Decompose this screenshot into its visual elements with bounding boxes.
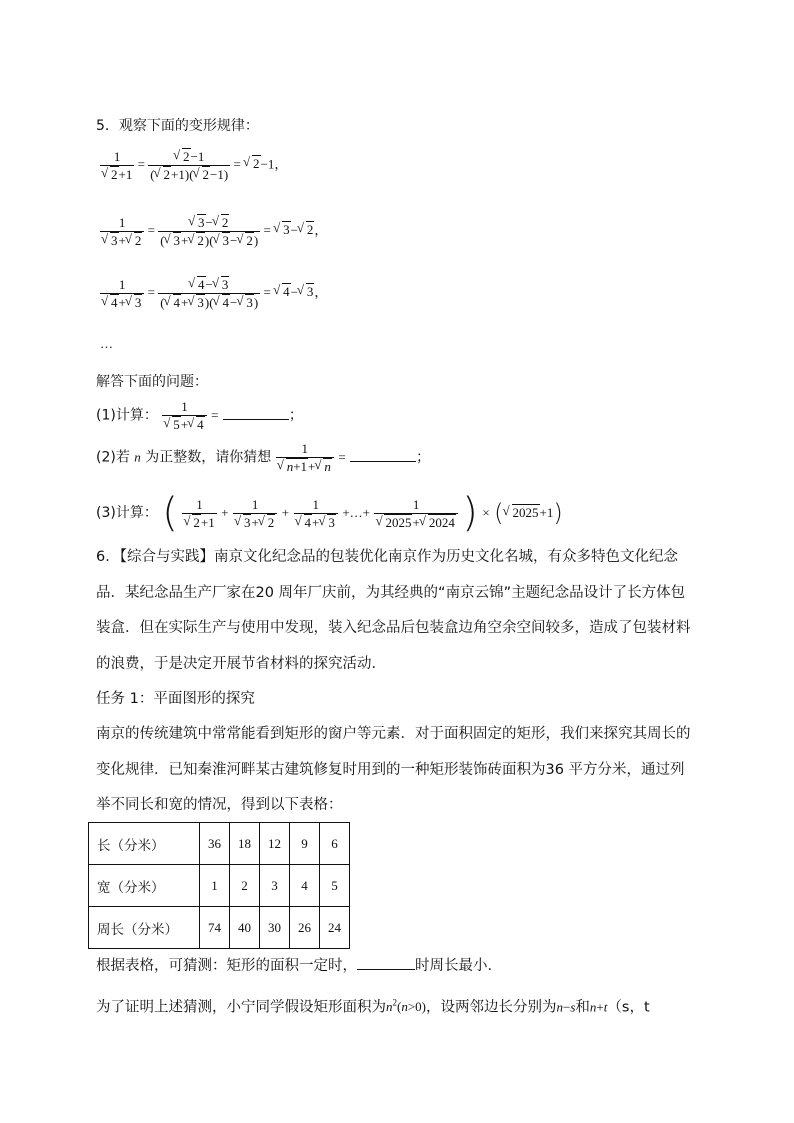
answer-blank (350, 449, 416, 462)
q5-part3: (3)计算： ( 1 √ 2+1 + 1 √ 3+√ 2 + 1 √ 4+√ 3 +…+ 1 √ 2025+√ 2024 ) × (√ 2025+1) (96, 493, 563, 533)
table-cell: 18 (230, 823, 260, 865)
table-cell: 36 (200, 823, 230, 865)
q6-line1: 6．【综合与实践】南京文化纪念品的包装优化南京作为历史文化名城，有众多特色文化纪念 (96, 549, 678, 565)
q5-formula-3: 1 √ 4+√ 3 = √ $\frac{4-√ 3}{(√ 4+√ 3)(√ 4-√ 3)}$ = √ 4−√ 3， (100, 278, 327, 309)
q5-intro: 5．观察下面的变形规律： (96, 118, 259, 134)
table-cell: 74 (200, 907, 230, 949)
table-cell: 26 (290, 907, 320, 949)
q6-task1-heading: 任务 1：平面图形的探究 (96, 691, 255, 707)
q6-line3: 装盒．但在实际生产与使用中发现，装入纪念品后包装盒边角空余空间较多，造成了包装材料 (96, 620, 691, 636)
table-cell: 40 (230, 907, 260, 949)
row-label: 周长（分米） (89, 907, 200, 949)
table-cell: 5 (320, 865, 350, 907)
q6-proof: 为了证明上述猜测，小宁同学假设矩形面积为$n^2(n>0)$，设两邻边长分别为n−s和n+t（s，t (96, 998, 650, 1016)
table-row (89, 907, 350, 949)
q6-para-3: 举不同长和宽的情况，得到以下表格： (96, 797, 343, 813)
q5-ellipsis: … (100, 336, 113, 351)
table-cell: 6 (320, 823, 350, 865)
q5-part1: (1)计算： 1 √ 5+√ 4 = ； (96, 400, 303, 431)
row-label: 长（分米） (89, 823, 200, 865)
table-row (89, 865, 350, 907)
q6-guess: 根据表格，可猜测：矩形的面积一定时， 时周长最小． (96, 958, 502, 974)
q6-para-1: 南京的传统建筑中常常能看到矩形的窗户等元素．对于面积固定的矩形，我们来探究其周长的 (96, 726, 691, 742)
row-label: 宽（分米） (89, 865, 200, 907)
q5-formula-1: 1 √ 2+1 = √ $\frac{2-1}{(√ 2+1)(√ 2-1)}$ = √ 2−1， (100, 150, 287, 181)
table-cell: 3 (260, 865, 290, 907)
table-cell: 24 (320, 907, 350, 949)
answer-blank (223, 407, 289, 420)
q5-part2: (2)若 n 为正整数，请你猜想 1 √ n+1+√ n = ； (96, 442, 430, 473)
q6-line2: 品．某纪念品生产厂家在20 周年厂庆前，为其经典的“南京云锦”主题纪念品设计了长方体包 (96, 585, 686, 601)
q5-formula-2: 1 √ 3+√ 2 = √ $\frac{3-√ 2}{(√ 3+√ 2)(√ 3-√ 2)}$ = √ 3−√ 2， (100, 216, 327, 247)
table-cell: 4 (290, 865, 320, 907)
table-cell: 30 (260, 907, 290, 949)
table-cell: 1 (200, 865, 230, 907)
rectangle-table (88, 822, 350, 949)
table-cell: 2 (230, 865, 260, 907)
q5-prompt: 解答下面的问题： (96, 374, 208, 390)
q6-para-2: 变化规律．已知秦淮河畔某古建筑修复时用到的一种矩形装饰砖面积为36 平方分米，通过列 (96, 762, 685, 778)
table-cell: 12 (260, 823, 290, 865)
table-cell: 9 (290, 823, 320, 865)
answer-blank (357, 957, 415, 970)
table-row (89, 823, 350, 865)
q6-line4: 的浪费，于是决定开展节省材料的探究活动． (96, 656, 386, 672)
